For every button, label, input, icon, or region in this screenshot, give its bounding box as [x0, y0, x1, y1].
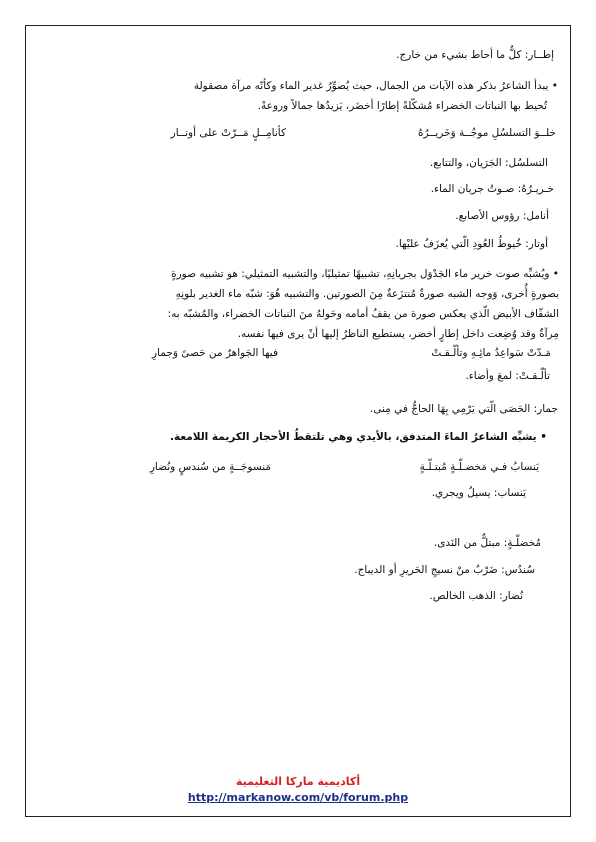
definition-taallaqat: تألّـقـتْ: لمعَ وأضاء.: [465, 370, 550, 382]
definition-nudar: نُضار: الذهب الخالص.: [429, 590, 523, 602]
definition-sundus: سُندُس: ضَرْبٌ منْ نسيجِ الحَريرِ أو الديباج.: [354, 564, 535, 576]
verse-2-first-hemistich: مَـدّتْ سَواعِدُ مائِـهِ وتألّـقـتْ: [431, 347, 551, 359]
commentary-1-line-1: • يبدأ الشاعرُ بذكر هذه الآيات من الجمال، حيث يُصوِّرُ غدير الماء وكأنّه مرآة مصقولة: [193, 80, 558, 92]
definition-yansab: يَنساب: يسيلُ ويجري.: [431, 487, 526, 499]
verse-1-first-hemistich: خلــوَ التسلسُلِ موجُــة وَخَريــرُهُ: [417, 127, 556, 139]
definition-jimar: جمار: الحَصَى الّتي يَرْمِي بِهَا الحاجُّ في مِنى.: [369, 403, 558, 415]
definition-anamil: أنامل: رؤوس الأصابع.: [455, 210, 549, 222]
definition-mukhdhalla: مُخضلّـةٍ: مبتلٌّ من النَدى.: [433, 537, 541, 549]
definition-tasalsul: التسلسُل: الجَرَيان، والتتابع.: [429, 157, 548, 169]
verse-3-first-hemistich: يَنسابُ فـي مَخضـلّـةٍ مُبتـلّـةٍ: [419, 461, 539, 473]
definition-awtar: أوتار: خُيوطُ العُودِ الّتي يُعزَفُ عليْها.: [395, 238, 548, 250]
commentary-2-line-2: بصورةٍ أُخرى، وَوجه الشبه صورةٌ مُنتزَعةٌ مِنَ الصورتين. والتشبيه هُوَ: شبّه ماء الغدير بلونِهِ: [175, 288, 559, 300]
definition-khariruh: خـريـرُهُ: صـوتُ جريان الماء.: [430, 183, 554, 195]
page-border: [25, 25, 571, 817]
commentary-1-line-2: تُحيط بها النباتات الخضراء مُشكّلةً إطارًا أخضَر، يَزيدُها جمالاً وروعةً.: [257, 100, 547, 112]
verse-2-second-hemistich: فيها الجَواهرُ من حَصىً وَجمارِ: [151, 347, 278, 359]
commentary-3: • يشبِّه الشاعرُ الماءَ المتدفق، بالأيدي وهي تلتقطُ الأحجار الكريمة اللامعة.: [169, 431, 547, 443]
commentary-2-line-1: • ويُشبِّه صوت خرير ماء الجَدْوَل بجريانِهِ، تشبيهًا تمثيليًا، والتشبيه التمثيلي: هو تشبيه صورةٍ: [171, 268, 559, 280]
commentary-2-line-3: الشفّاف الأبيض الّذي يعكس صورة من يقفُ أمامه وحَولهُ منَ النباتات الخضراء، والمُشبّه به:: [167, 308, 559, 320]
footer-forum-link[interactable]: http://markanow.com/vb/forum.php: [187, 791, 409, 804]
definition-itar: إطــار: كلُّ ما أحاط بشيء من خارج.: [396, 49, 554, 61]
commentary-2-line-4: مِرآةٌ وقد وُضِعت داخل إطارٍ أخضر، يستطيع الناظرُ إليها أنْ يرى فيها نفسه.: [237, 328, 559, 340]
verse-1-second-hemistich: كأنامِــلٍ مَــرّتْ على أوتــار: [170, 127, 286, 139]
verse-3-second-hemistich: مَنسوجَــةٍ من سُندسٍ ونُضارِ: [149, 461, 271, 473]
footer-academy-name: أكاديمية ماركا التعليمية: [235, 775, 361, 788]
